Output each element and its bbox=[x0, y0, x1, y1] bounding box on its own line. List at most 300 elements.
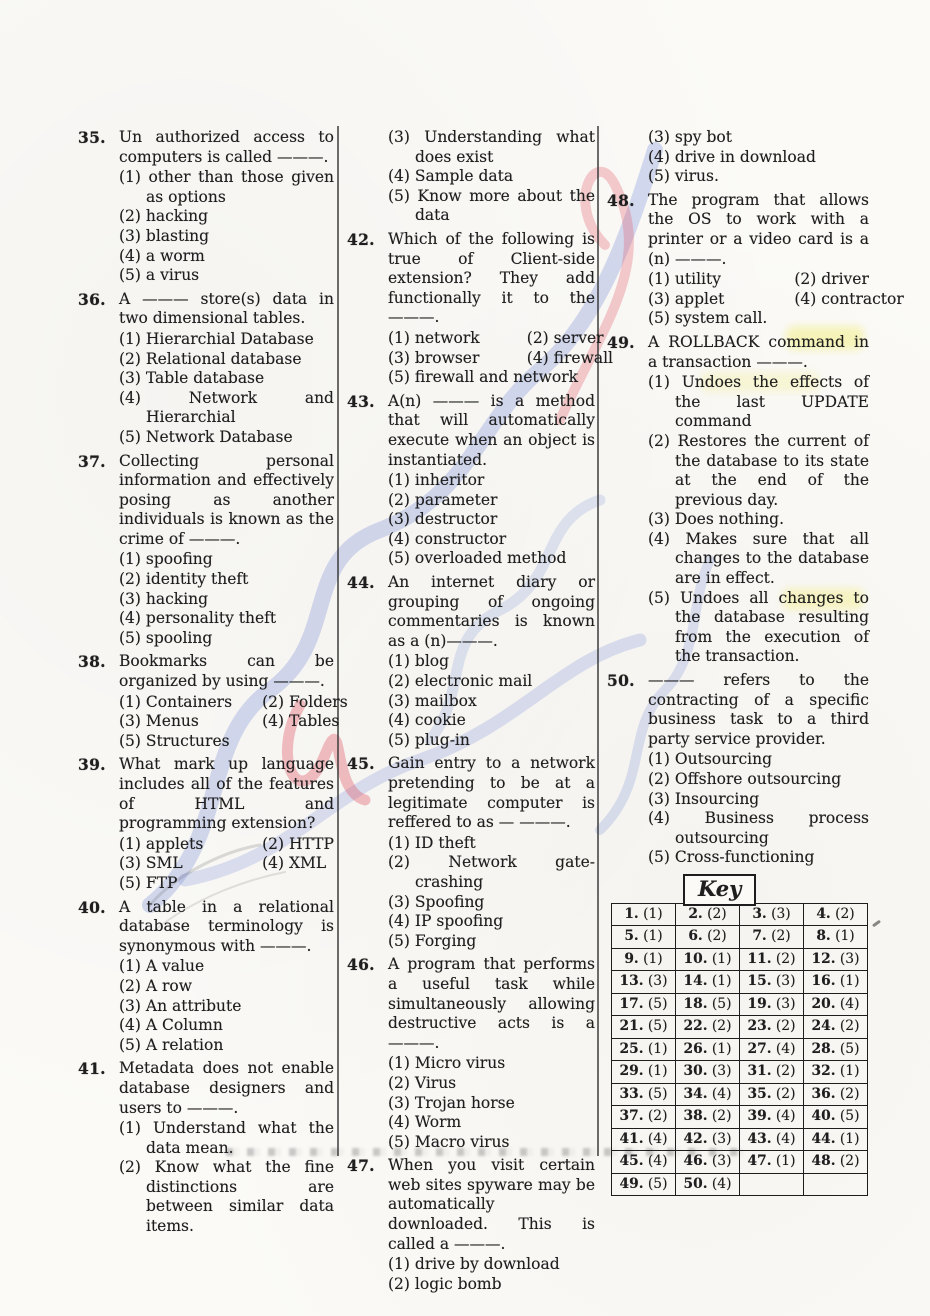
option-text: Know more about the data bbox=[415, 186, 595, 225]
question-body bbox=[119, 128, 334, 286]
option-label: (1) bbox=[648, 270, 670, 289]
option bbox=[119, 570, 248, 590]
options-row bbox=[119, 168, 334, 207]
question-47 bbox=[347, 1156, 595, 1294]
options-row bbox=[648, 790, 869, 810]
option-text: hacking bbox=[145, 207, 209, 226]
question-body bbox=[119, 452, 334, 649]
answer-value: (1) bbox=[643, 928, 663, 945]
option-text: XML bbox=[289, 854, 327, 873]
options-row bbox=[119, 629, 334, 649]
option-text: Table database bbox=[145, 369, 265, 388]
option bbox=[388, 530, 506, 550]
answer-key-cell bbox=[804, 1128, 868, 1151]
question-number: 37. bbox=[78, 451, 106, 471]
options-row bbox=[388, 368, 595, 388]
option bbox=[119, 389, 334, 428]
options-row bbox=[388, 731, 595, 751]
answer-question-number: 49. bbox=[619, 1175, 644, 1192]
option-text: A value bbox=[145, 957, 205, 976]
option-label: (4) bbox=[388, 167, 410, 186]
option bbox=[119, 550, 213, 570]
answer-value: (2) bbox=[839, 1018, 860, 1035]
answer-key-cell bbox=[676, 1083, 740, 1106]
option-text: a worm bbox=[145, 246, 205, 265]
answer-key-cell bbox=[676, 1061, 740, 1084]
question-continuation bbox=[607, 128, 869, 187]
option bbox=[388, 368, 578, 388]
answer-value: (5) bbox=[647, 1175, 668, 1192]
options-row bbox=[648, 510, 869, 530]
option-text: other than those given as options bbox=[146, 168, 334, 206]
question-text: An internet diary or grouping of ongoing commentaries is known as a (n)———. bbox=[388, 573, 595, 650]
answer-value: (2) bbox=[835, 905, 855, 922]
option bbox=[388, 1255, 560, 1275]
answer-key-table bbox=[611, 903, 868, 1197]
column-3 bbox=[607, 128, 904, 1196]
option-text: Network Database bbox=[145, 427, 293, 446]
option-label: (1) bbox=[388, 833, 410, 852]
option-label: (1) bbox=[119, 957, 141, 976]
question-44 bbox=[347, 573, 595, 750]
option bbox=[648, 790, 759, 810]
answer-value: (1) bbox=[839, 1130, 860, 1147]
answer-key-cell bbox=[612, 1151, 676, 1174]
answer-value: (2) bbox=[647, 1108, 668, 1125]
answer-question-number: 4. bbox=[816, 905, 831, 922]
answer-value: (2) bbox=[839, 1153, 860, 1170]
option-label: (2) bbox=[388, 853, 410, 872]
option-text: Does nothing. bbox=[674, 510, 785, 529]
answer-question-number: 3. bbox=[752, 905, 767, 922]
option-text: Trojan horse bbox=[414, 1093, 515, 1112]
option-label: (4) bbox=[388, 529, 410, 548]
question-37 bbox=[78, 452, 334, 649]
option-label: (2) bbox=[388, 490, 410, 509]
option-label: (1) bbox=[388, 1054, 410, 1073]
options-row bbox=[648, 809, 869, 848]
option-label: (3) bbox=[119, 854, 141, 873]
option-label: (4) bbox=[648, 529, 670, 548]
option-label: (5) bbox=[648, 309, 670, 328]
options-row bbox=[648, 432, 869, 510]
option bbox=[648, 148, 816, 168]
option bbox=[119, 428, 293, 448]
option-text: inheritor bbox=[414, 471, 485, 490]
question-text: Gain entry to a network pretending to be at a legitimate computer is reffered to as — ———. bbox=[388, 754, 595, 832]
answer-key-cell bbox=[676, 1038, 740, 1061]
option-label: (1) bbox=[388, 328, 410, 347]
option-text: system call. bbox=[674, 309, 768, 328]
options-row bbox=[388, 187, 595, 226]
answer-key-row bbox=[612, 903, 868, 926]
answer-value: (4) bbox=[711, 1085, 732, 1102]
answer-key-cell bbox=[740, 1038, 804, 1061]
option-label: (4) bbox=[388, 912, 410, 931]
answer-question-number: 20. bbox=[811, 995, 836, 1012]
option-label: (5) bbox=[119, 427, 141, 446]
answer-value: (5) bbox=[711, 995, 732, 1012]
question-body bbox=[388, 392, 595, 569]
option-text: destructor bbox=[414, 510, 498, 529]
options-row bbox=[119, 266, 334, 286]
options-row bbox=[119, 957, 334, 977]
option-label: (2) bbox=[262, 692, 285, 711]
options-row bbox=[388, 932, 595, 952]
answer-value: (2) bbox=[711, 1018, 732, 1035]
question-body bbox=[648, 128, 869, 187]
option-label: (3) bbox=[119, 226, 141, 245]
options-row bbox=[648, 148, 869, 168]
option bbox=[388, 893, 484, 913]
option-text: hacking bbox=[145, 589, 209, 608]
question-36 bbox=[78, 290, 334, 448]
answer-question-number: 32. bbox=[811, 1063, 836, 1080]
answer-key-cell bbox=[740, 993, 804, 1016]
question-43 bbox=[347, 392, 595, 569]
question-body bbox=[648, 333, 869, 667]
option-text: Understanding what does exist bbox=[415, 128, 595, 166]
option bbox=[648, 309, 767, 329]
question-body bbox=[388, 754, 595, 951]
option-text: Forging bbox=[414, 931, 477, 950]
answer-key-cell bbox=[612, 1083, 676, 1106]
answer-value: (3) bbox=[775, 995, 796, 1012]
answer-key-cell bbox=[612, 1128, 676, 1151]
question-number: 38. bbox=[78, 652, 106, 672]
answer-question-number: 36. bbox=[811, 1085, 836, 1102]
option bbox=[648, 510, 784, 530]
answer-value: (1) bbox=[711, 973, 732, 990]
question-body bbox=[119, 652, 348, 751]
option-label: (2) bbox=[119, 349, 141, 368]
option-text: Containers bbox=[145, 692, 233, 711]
option-text: ID theft bbox=[414, 833, 476, 852]
option bbox=[388, 711, 466, 731]
option bbox=[119, 957, 204, 977]
answer-question-number: 34. bbox=[683, 1085, 708, 1102]
option-label: (1) bbox=[119, 1119, 141, 1138]
answer-key-cell bbox=[676, 993, 740, 1016]
answer-key-cell bbox=[612, 1173, 676, 1196]
option bbox=[648, 530, 869, 589]
option bbox=[648, 167, 719, 187]
options-row bbox=[119, 227, 334, 247]
question-49 bbox=[607, 333, 869, 667]
options-row bbox=[648, 167, 869, 187]
option-text: blog bbox=[414, 652, 450, 671]
answer-question-number: 19. bbox=[747, 995, 772, 1012]
option bbox=[119, 207, 208, 227]
options-row bbox=[648, 770, 869, 790]
answer-key-cell bbox=[740, 1061, 804, 1084]
options-row bbox=[119, 712, 340, 732]
option-label: (3) bbox=[388, 691, 410, 710]
option bbox=[388, 853, 595, 892]
answer-key-cell bbox=[804, 971, 868, 994]
option bbox=[119, 266, 199, 286]
question-body bbox=[388, 1156, 595, 1294]
option-label: (3) bbox=[388, 348, 410, 367]
option bbox=[794, 270, 923, 290]
answer-key-cell bbox=[804, 1173, 868, 1196]
answer-question-number: 29. bbox=[619, 1063, 644, 1080]
option bbox=[388, 167, 513, 187]
option bbox=[119, 609, 276, 629]
options-row bbox=[388, 1074, 595, 1094]
option-text: contractor bbox=[821, 289, 904, 308]
options-row bbox=[119, 874, 334, 894]
answer-value: (1) bbox=[835, 928, 855, 945]
option bbox=[388, 1113, 461, 1133]
option bbox=[119, 1036, 223, 1056]
question-text: A ——— store(s) data in two dimensional tables. bbox=[119, 289, 334, 328]
answer-value: (4) bbox=[647, 1130, 668, 1147]
answer-question-number: 25. bbox=[619, 1040, 644, 1057]
question-text: When you visit certain web sites spyware may be automatically downloaded. This is called a ———. bbox=[388, 1156, 595, 1253]
option-label: (2) bbox=[119, 976, 141, 995]
question-text: Bookmarks can be organized by using ———. bbox=[119, 652, 334, 691]
option-text: SML bbox=[145, 854, 183, 873]
option bbox=[388, 652, 449, 672]
answer-question-number: 21. bbox=[619, 1018, 644, 1035]
answer-question-number: 1. bbox=[624, 905, 639, 922]
answer-key-cell bbox=[804, 1106, 868, 1129]
options-row bbox=[119, 550, 334, 570]
answer-key-cell bbox=[612, 1016, 676, 1039]
answer-question-number: 35. bbox=[747, 1085, 772, 1102]
question-number: 50. bbox=[607, 671, 635, 691]
option-label: (2) bbox=[648, 770, 670, 788]
options-row bbox=[388, 348, 614, 369]
option-label: (2) bbox=[794, 270, 817, 289]
option-text: Restores the current of the database to its state at the end of the previous day. bbox=[675, 431, 869, 509]
question-number: 35. bbox=[78, 128, 106, 147]
options-row bbox=[648, 848, 869, 868]
answer-key bbox=[607, 874, 869, 1197]
option bbox=[119, 629, 212, 649]
options-row bbox=[648, 530, 869, 589]
option-label: (1) bbox=[119, 550, 141, 569]
option-text: firewall and network bbox=[414, 368, 579, 387]
option bbox=[388, 187, 595, 226]
option bbox=[388, 834, 476, 854]
option bbox=[388, 731, 470, 751]
question-text: Collecting personal information and effectively posing as another individuals is known as the crime of ———. bbox=[119, 451, 334, 548]
option-label: (3) bbox=[648, 510, 670, 529]
option bbox=[648, 589, 869, 667]
option-label: (4) bbox=[119, 609, 141, 628]
option bbox=[119, 369, 264, 389]
question-number: 44. bbox=[347, 573, 375, 593]
answer-key-row bbox=[612, 1061, 868, 1084]
answer-question-number: 46. bbox=[683, 1153, 708, 1170]
option-text: Macro virus bbox=[414, 1132, 510, 1151]
option-label: (4) bbox=[388, 711, 410, 730]
answer-question-number: 39. bbox=[747, 1108, 772, 1125]
answer-key-cell bbox=[804, 1151, 868, 1174]
option-text: browser bbox=[414, 348, 480, 367]
answer-key-cell bbox=[676, 948, 740, 971]
options-row bbox=[648, 373, 869, 432]
option bbox=[648, 432, 869, 510]
answer-question-number: 37. bbox=[619, 1108, 644, 1125]
answer-value: (1) bbox=[711, 1040, 732, 1057]
options-row bbox=[388, 834, 595, 854]
options-row bbox=[648, 289, 904, 310]
option bbox=[119, 247, 205, 267]
options-row bbox=[388, 328, 604, 349]
option-text: Outsourcing bbox=[674, 750, 773, 769]
question-48 bbox=[607, 190, 904, 329]
question-body bbox=[388, 955, 595, 1152]
answer-value: (1) bbox=[643, 905, 663, 922]
answer-value: (1) bbox=[839, 1063, 860, 1080]
options-row bbox=[388, 652, 595, 672]
question-text: The program that allows the OS to work with a printer or a video card is a (n) ———. bbox=[648, 190, 869, 268]
answer-key-cell bbox=[612, 926, 676, 949]
answer-question-number: 26. bbox=[683, 1040, 708, 1057]
answer-key-row bbox=[612, 1173, 868, 1196]
options-row bbox=[388, 128, 595, 167]
option-text: Insourcing bbox=[674, 789, 760, 808]
options-row bbox=[388, 1054, 595, 1074]
answer-key-row bbox=[612, 1151, 868, 1174]
option-text: virus. bbox=[674, 167, 719, 186]
answer-question-number: 13. bbox=[619, 973, 644, 990]
option-text: IP spoofing bbox=[414, 912, 504, 931]
option-text: spy bot bbox=[674, 128, 732, 146]
answer-question-number: 24. bbox=[811, 1018, 836, 1035]
answer-key-cell bbox=[612, 1038, 676, 1061]
answer-question-number: 8. bbox=[816, 928, 831, 945]
answer-question-number: 40. bbox=[811, 1108, 836, 1125]
option-label: (3) bbox=[119, 369, 141, 388]
question-number: 43. bbox=[347, 391, 375, 411]
option-text: spoofing bbox=[145, 550, 213, 569]
options-row bbox=[388, 530, 595, 550]
option-label: (1) bbox=[648, 750, 670, 769]
option-text: a virus bbox=[145, 266, 200, 285]
answer-key-cell bbox=[676, 1106, 740, 1129]
answer-value: (2) bbox=[775, 1018, 796, 1035]
answer-value: (1) bbox=[775, 1153, 796, 1170]
answer-value: (2) bbox=[775, 1085, 796, 1102]
question-number: 36. bbox=[78, 289, 106, 309]
answer-key-row bbox=[612, 948, 868, 971]
answer-value: (3) bbox=[711, 1153, 732, 1170]
answer-key-cell bbox=[740, 1173, 804, 1196]
option bbox=[119, 227, 209, 247]
answer-value: (1) bbox=[711, 950, 732, 967]
answer-value: (5) bbox=[647, 1018, 668, 1035]
option bbox=[388, 1074, 456, 1094]
answer-key-cell bbox=[740, 1016, 804, 1039]
option-text: Offshore outsourcing bbox=[674, 770, 842, 788]
answer-value: (3) bbox=[839, 950, 860, 967]
answer-key-cell bbox=[804, 1016, 868, 1039]
answer-key-cell bbox=[612, 1106, 676, 1129]
answer-key-cell bbox=[740, 1151, 804, 1174]
option bbox=[388, 672, 532, 692]
column-2 bbox=[347, 128, 614, 1298]
option-text: Worm bbox=[414, 1113, 462, 1132]
answer-key-cell bbox=[740, 903, 804, 926]
answer-key-title: Key bbox=[683, 874, 756, 906]
answer-question-number: 44. bbox=[811, 1130, 836, 1147]
answer-key-cell bbox=[740, 1128, 804, 1151]
options-row bbox=[388, 167, 595, 187]
answer-question-number: 12. bbox=[811, 950, 836, 967]
option-label: (3) bbox=[648, 789, 670, 808]
answer-question-number: 48. bbox=[811, 1153, 836, 1170]
option-label: (5) bbox=[648, 167, 670, 186]
option-label: (1) bbox=[119, 329, 141, 348]
answer-question-number: 47. bbox=[747, 1153, 772, 1170]
answer-key-cell bbox=[804, 903, 868, 926]
answer-question-number: 5. bbox=[624, 928, 639, 945]
option-text: Folders bbox=[289, 692, 348, 711]
option-text: electronic mail bbox=[414, 672, 533, 691]
option bbox=[648, 809, 869, 848]
option-text: Cross-functioning bbox=[674, 848, 815, 867]
options-row bbox=[388, 491, 595, 511]
options-row bbox=[388, 711, 595, 731]
options-row bbox=[119, 389, 334, 428]
option-label: (4) bbox=[119, 388, 141, 407]
option bbox=[119, 1016, 223, 1036]
question-number bbox=[607, 128, 648, 187]
option bbox=[119, 732, 230, 752]
options-row bbox=[119, 330, 334, 350]
option bbox=[648, 128, 732, 148]
answer-key-cell bbox=[804, 948, 868, 971]
options-row bbox=[119, 692, 348, 713]
options-row bbox=[119, 350, 334, 370]
options-row bbox=[388, 1094, 595, 1114]
answer-question-number: 14. bbox=[683, 973, 708, 990]
option-text: Sample data bbox=[414, 167, 514, 186]
answer-value: (4) bbox=[647, 1153, 668, 1170]
option bbox=[794, 290, 923, 310]
answer-value: (5) bbox=[647, 1085, 668, 1102]
option-text: Spoofing bbox=[414, 892, 485, 911]
option-text: A Column bbox=[145, 1016, 223, 1035]
answer-value: (4) bbox=[775, 1040, 796, 1057]
question-body bbox=[119, 755, 334, 893]
answer-key-row bbox=[612, 1083, 868, 1106]
answer-question-number: 42. bbox=[683, 1130, 708, 1147]
option-text: firewall bbox=[553, 348, 614, 367]
option-label: (1) bbox=[119, 168, 141, 187]
answer-key-row bbox=[612, 1038, 868, 1061]
answer-value: (3) bbox=[771, 905, 791, 922]
answer-question-number: 28. bbox=[811, 1040, 836, 1057]
option-text: Hierarchial Database bbox=[145, 329, 314, 348]
option bbox=[648, 770, 841, 790]
option-label: (5) bbox=[388, 730, 410, 749]
option bbox=[388, 549, 566, 569]
option-label: (2) bbox=[119, 207, 141, 226]
option-text: Tables bbox=[289, 712, 340, 731]
options-row bbox=[388, 672, 595, 692]
options-row bbox=[119, 590, 334, 610]
options-row bbox=[119, 369, 334, 389]
answer-key-cell bbox=[740, 971, 804, 994]
question-number: 39. bbox=[78, 755, 106, 775]
answer-question-number: 33. bbox=[619, 1085, 644, 1102]
answer-question-number: 6. bbox=[688, 928, 703, 945]
